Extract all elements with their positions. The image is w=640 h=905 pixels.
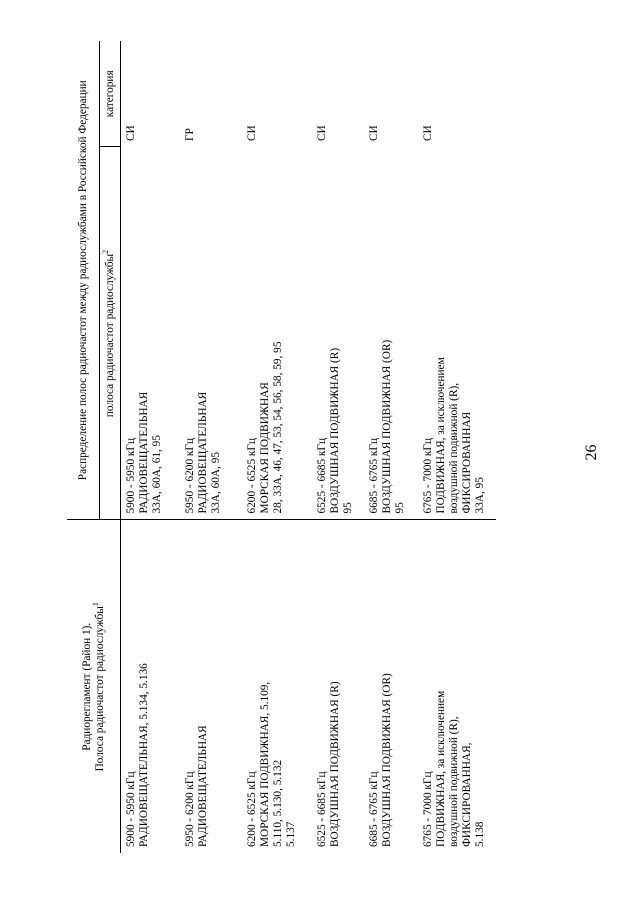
- rr-band-cell: 5950 - 6200 кГц РАДИОВЕЩАТЕЛЬНАЯ: [180, 520, 242, 853]
- footnote-1-marker: 1: [90, 602, 100, 607]
- table-row: [418, 41, 496, 853]
- rr-band-cell: 6765 - 7000 кГц ПОДВИЖНАЯ, за исключением воздушной подвижной (R), ФИКСИРОВАННАЯ, 5.138: [418, 520, 496, 853]
- table-row: [180, 41, 242, 853]
- rr-band-cell: 6200 - 6525 кГц МОРСКАЯ ПОДВИЖНАЯ, 5.109, 5.110, 5.130, 5.132 5.137: [242, 520, 312, 853]
- header-rf-allocation: Распределение полос радиочастот между радиослужбами в Российской Федерации: [67, 41, 100, 520]
- rr-band-cell: 6685 - 6765 кГц ВОЗДУШНАЯ ПОДВИЖНАЯ (OR): [364, 520, 418, 853]
- table-row: [121, 41, 181, 853]
- table-row: [242, 41, 312, 853]
- rf-band-cell: 6765 - 7000 кГц ПОДВИЖНАЯ, за исключением воздушной подвижной (R), ФИКСИРОВАННАЯ 33А, 95: [422, 357, 486, 514]
- header-category-column: категория: [100, 41, 121, 147]
- category-cell: СИ: [422, 125, 434, 141]
- category-cell: ГР: [184, 128, 196, 141]
- rr-band-cell: 5900 - 5950 кГц РАДИОВЕЩАТЕЛЬНАЯ, 5.134, 5.136: [121, 520, 181, 853]
- header-radio-regulations: [67, 520, 121, 853]
- frequency-allocation-table: [67, 41, 496, 853]
- rr-band-cell: 6525 - 6685 кГц ВОЗДУШНАЯ ПОДВИЖНАЯ (R): [312, 520, 364, 853]
- category-cell: СИ: [246, 125, 258, 141]
- footnote-2-marker: 2: [100, 249, 110, 254]
- header-rr-subtitle: Полоса радиочастот радиослужбы$^1$: [90, 602, 106, 772]
- header-band-column: полоса радиочастот радиослужбы$^2$: [100, 147, 121, 520]
- header-row-top: [67, 41, 100, 853]
- table-row: [364, 41, 418, 853]
- header-rr-title: Радиорегламент (Район 1).: [80, 622, 93, 751]
- rf-band-cell: 5950 - 6200 кГц РАДИОВЕЩАТЕЛЬНАЯ 33А, 60А, 95: [184, 391, 222, 514]
- category-cell: СИ: [125, 125, 137, 141]
- rf-band-cell: 6685 - 6765 кГц ВОЗДУШНАЯ ПОДВИЖНАЯ (OR) 95: [368, 339, 406, 514]
- category-cell: СИ: [368, 125, 380, 141]
- rf-band-cell: 6525 - 6685 кГц ВОЗДУШНАЯ ПОДВИЖНАЯ (R) 95: [316, 347, 354, 514]
- category-cell: СИ: [316, 125, 328, 141]
- page-number: 26: [583, 444, 600, 461]
- table-row: [312, 41, 364, 853]
- rf-band-cell: 6200 - 6525 кГц МОРСКАЯ ПОДВИЖНАЯ 28, 33А, 46, 47, 53, 54, 56, 58, 59, 95: [246, 341, 284, 514]
- rf-band-cell: 5900 - 5950 кГц РАДИОВЕЩАТЕЛЬНАЯ 33А, 60А, 61, 95: [125, 391, 163, 514]
